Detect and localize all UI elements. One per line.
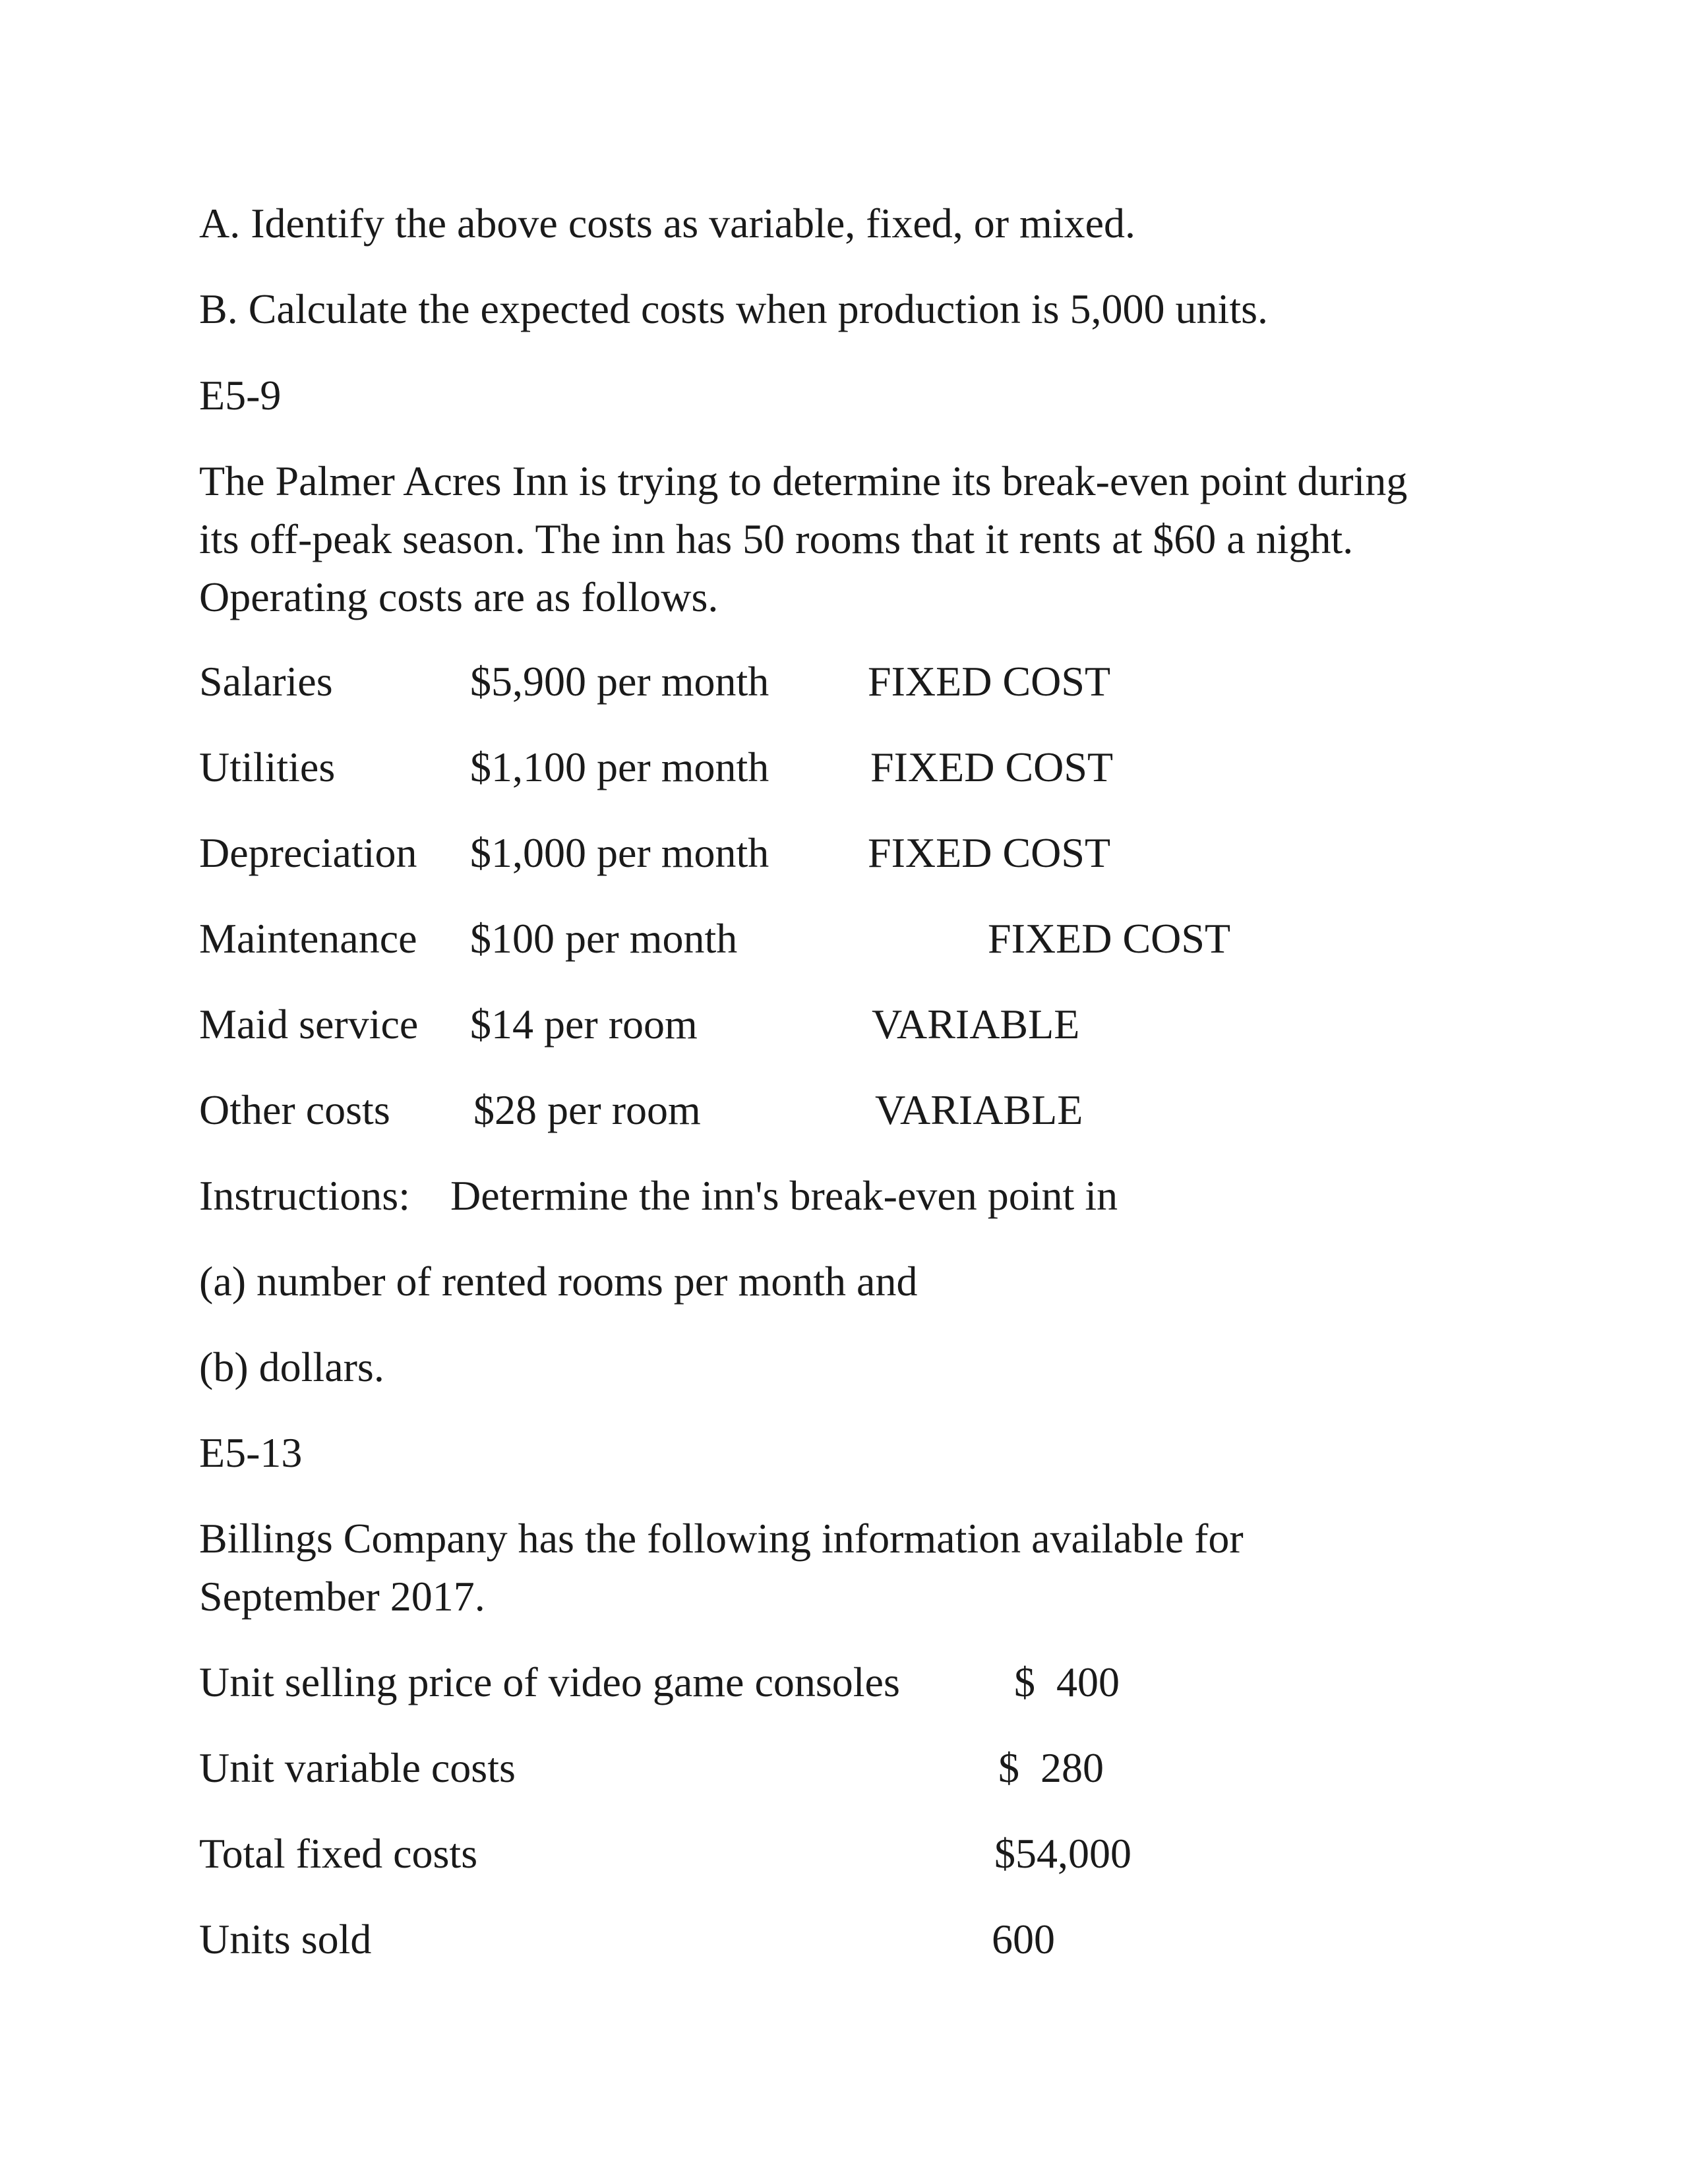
data-value: 600 xyxy=(992,1916,1055,1963)
cost-type: FIXED COST xyxy=(868,829,1111,876)
cost-amount: $14 per room xyxy=(470,1001,698,1048)
cost-type: VARIABLE xyxy=(872,1001,1080,1048)
question-b: B. Calculate the expected costs when production is 5,000 units. xyxy=(199,285,1268,332)
exercise-heading-e5-13: E5-13 xyxy=(199,1429,303,1476)
cost-item: Maid service xyxy=(199,1001,419,1048)
data-value: $ 400 xyxy=(1014,1659,1120,1705)
e5-13-intro-paragraph xyxy=(199,1510,1518,1626)
cost-amount: $100 per month xyxy=(470,915,738,962)
cost-item: Depreciation xyxy=(199,829,417,876)
instructions-label: Instructions: xyxy=(199,1172,410,1219)
cost-item: Utilities xyxy=(199,744,336,790)
e5-9-intro-line: its off-peak season. The inn has 50 rooms that it rents at $60 a night. xyxy=(199,516,1354,562)
data-value: $54,000 xyxy=(994,1830,1131,1877)
data-value: $ 280 xyxy=(998,1744,1104,1791)
e5-13-intro-line: Billings Company has the following information available for xyxy=(199,1515,1244,1562)
e5-9-intro-line: Operating costs are as follows. xyxy=(199,574,719,620)
e5-9-intro-line: The Palmer Acres Inn is trying to determine its break-even point during xyxy=(199,457,1408,504)
cost-amount: $5,900 per month xyxy=(470,658,769,705)
instruction-part-a: (a) number of rented rooms per month and xyxy=(199,1258,918,1305)
cost-type: FIXED COST xyxy=(988,915,1231,962)
data-label: Unit variable costs xyxy=(199,1744,516,1791)
data-label: Total fixed costs xyxy=(199,1830,478,1877)
data-label: Units sold xyxy=(199,1916,372,1963)
cost-amount: $1,000 per month xyxy=(470,829,769,876)
cost-type: FIXED COST xyxy=(868,658,1111,705)
data-label: Unit selling price of video game consoles xyxy=(199,1659,900,1705)
cost-item: Other costs xyxy=(199,1086,390,1133)
cost-item: Maintenance xyxy=(199,915,417,962)
e5-13-intro-line: September 2017. xyxy=(199,1573,485,1620)
cost-item: Salaries xyxy=(199,658,333,705)
exercise-heading-e5-9: E5-9 xyxy=(199,372,282,419)
question-a: A. Identify the above costs as variable, fixed, or mixed. xyxy=(199,200,1135,247)
cost-amount: $1,100 per month xyxy=(470,744,769,790)
instruction-part-b: (b) dollars. xyxy=(199,1343,384,1390)
cost-type: FIXED COST xyxy=(870,744,1114,790)
instructions-text: Determine the inn's break-even point in xyxy=(450,1172,1118,1219)
e5-9-intro-paragraph xyxy=(199,452,1518,626)
cost-type: VARIABLE xyxy=(875,1086,1083,1133)
cost-amount: $28 per room xyxy=(473,1086,701,1133)
